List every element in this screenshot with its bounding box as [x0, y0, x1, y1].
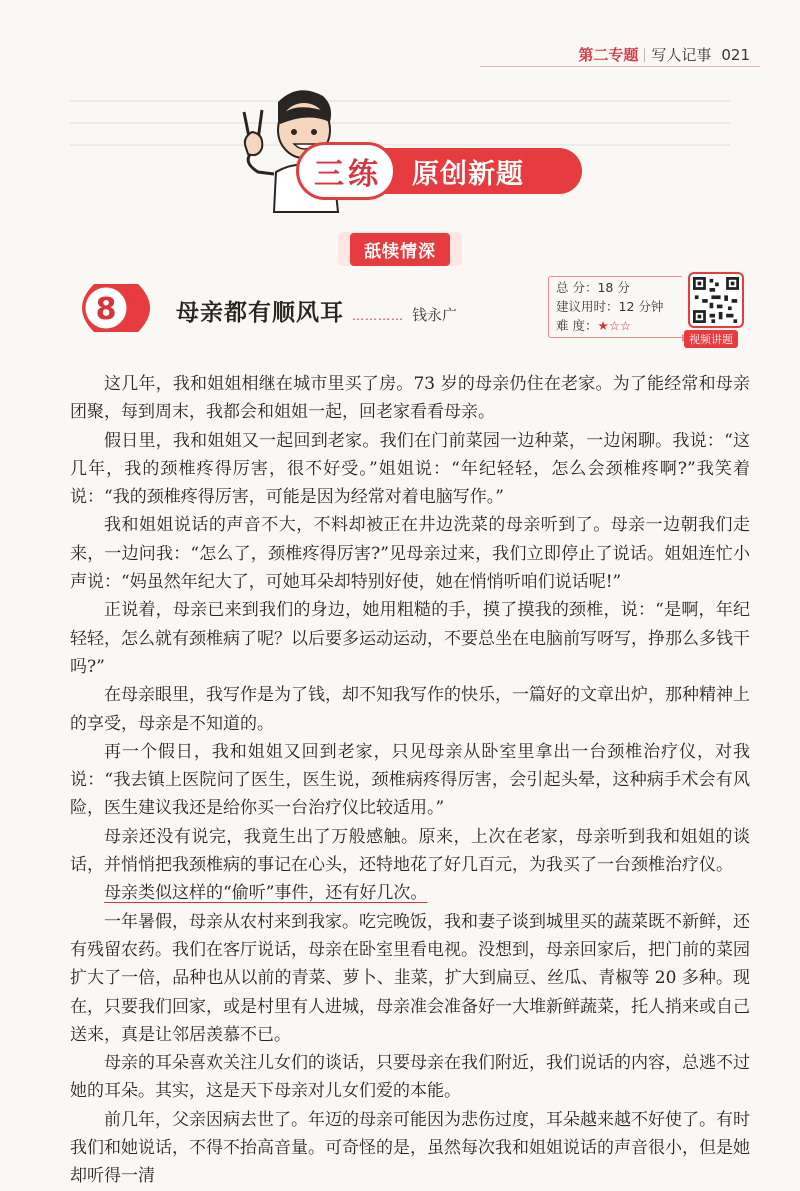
paragraph: 假日里，我和姐姐又一起回到老家。我们在门前菜园一边种菜，一边闲聊。我说：“这几年，我的颈椎疼得厉害，很不好受。”姐姐说：“年纪轻轻，怎么会颈椎疼啊?”我笑着说：“我的颈椎疼得厉害，可能是因为经常对着电脑写作。” — [70, 430, 750, 508]
section-banner — [300, 148, 582, 194]
banner-label-char: 练 — [348, 157, 378, 192]
article-body — [70, 370, 750, 1191]
page-number: 021 — [721, 45, 750, 64]
paragraph-underlined — [70, 879, 750, 907]
header-topic: 第二专题 — [578, 46, 639, 64]
theme-tag — [338, 232, 462, 266]
paragraph: 在母亲眼里，我写作是为了钱，却不知我写作的快乐，一篇好的文章出炉，那种精神上的享受，母亲是不知道的。 — [70, 685, 750, 734]
article-title: 母亲都有顺风耳 — [176, 300, 344, 326]
underlined-sentence: 母亲类似这样的“偷听”事件，还有好几次。 — [104, 883, 428, 904]
paragraph: 前几年，父亲因病去世了。年迈的母亲可能因为悲伤过度，耳朵越来越不好使了。有时我们和她说话，不得不抬高音量。可奇怪的是，虽然每次我和姐姐说话的声音很小，但是她却听得一清 — [70, 1109, 750, 1187]
page-header — [578, 44, 750, 65]
article-number-badge — [66, 280, 166, 336]
info-time: 建议用时：12 分钟 — [556, 299, 664, 314]
header-section: 写人记事 — [651, 46, 712, 64]
banner-title: 原创新题 — [412, 158, 524, 190]
article-title-row — [176, 294, 457, 327]
paragraph: 母亲的耳朵喜欢关注儿女们的谈话，只要母亲在我们附近，我们说话的内容，总逃不过她的耳朵。其实，这是天下母亲对儿女们爱的本能。 — [70, 1053, 750, 1102]
difficulty-label: 难 度： — [556, 318, 598, 333]
video-explanation-label[interactable]: 视频讲题 — [684, 330, 738, 348]
title-leader-dots: ………… — [352, 309, 404, 323]
paragraph: 母亲还没有说完，我竟生出了万般感触。原来，上次在老家，母亲听到我和姐姐的谈话，并悄悄把我颈椎病的事记在心头，还特地花了好几百元，为我买了一台颈椎治疗仪。 — [70, 826, 750, 876]
header-divider — [644, 48, 645, 62]
header-rule — [480, 66, 760, 67]
banner-label-char: 三 — [314, 157, 344, 192]
paragraph: 再一个假日，我和姐姐又回到老家，只见母亲从卧室里拿出一台颈椎治疗仪，对我说：“我去镇上医院问了医生，医生说，颈椎病疼得厉害，会引起头晕，这种病手术会有风险，医生建议我还是给你买一台治疗仪比较适用。” — [70, 741, 750, 819]
article-author: 钱永广 — [412, 306, 458, 324]
paragraph: 正说着，母亲已来到我们的身边，她用粗糙的手，摸了摸我的颈椎，说：“是啊，年纪轻轻，怎么就有颈椎病了呢？以后要多运动运动，不要总坐在电脑前写呀写，挣那么多钱干吗?” — [70, 600, 750, 677]
info-difficulty — [556, 316, 663, 335]
difficulty-stars-icon: ★☆☆ — [597, 318, 632, 333]
qr-code-icon[interactable] — [688, 272, 744, 328]
question-info-box — [548, 272, 678, 336]
paragraph: 这几年，我和姐姐相继在城市里买了房。73 岁的母亲仍住在老家。为了能经常和母亲团聚，每到周末，我都会和姐姐一起，回老家看看母亲。 — [70, 374, 750, 423]
theme-tag-label: 舐犊情深 — [350, 233, 450, 266]
paragraph: 一年暑假，母亲从农村来到我家。吃完晚饭，我和妻子谈到城里买的蔬菜既不新鲜，还有残留农药。我们在客厅说话，母亲在卧室里看电视。没想到，母亲回家后，把门前的菜园扩大了一倍，品种也从以前的青菜、萝卜、韭菜，扩大到扁豆、丝瓜、青椒等 20 多种。现在，只要我们回家，或是村里有人进城，母亲准会准备好一大堆新鲜蔬菜，托人捎来或自己送来，真是让邻居羡慕不已。 — [70, 911, 750, 1045]
banner-label-box — [296, 142, 396, 200]
paragraph: 我和姐姐说话的声音不大，不料却被正在井边洗菜的母亲听到了。母亲一边朝我们走来，一边问我：“怎么了，颈椎疼得厉害?”见母亲过来，我们立即停止了说话。姐姐连忙小声说：“妈虽然年纪大了，可她耳朵却特别好使，她在悄悄听咱们说话呢!” — [70, 515, 750, 593]
article-number: 8 — [95, 292, 117, 327]
info-score: 总 分：18 分 — [556, 280, 630, 295]
